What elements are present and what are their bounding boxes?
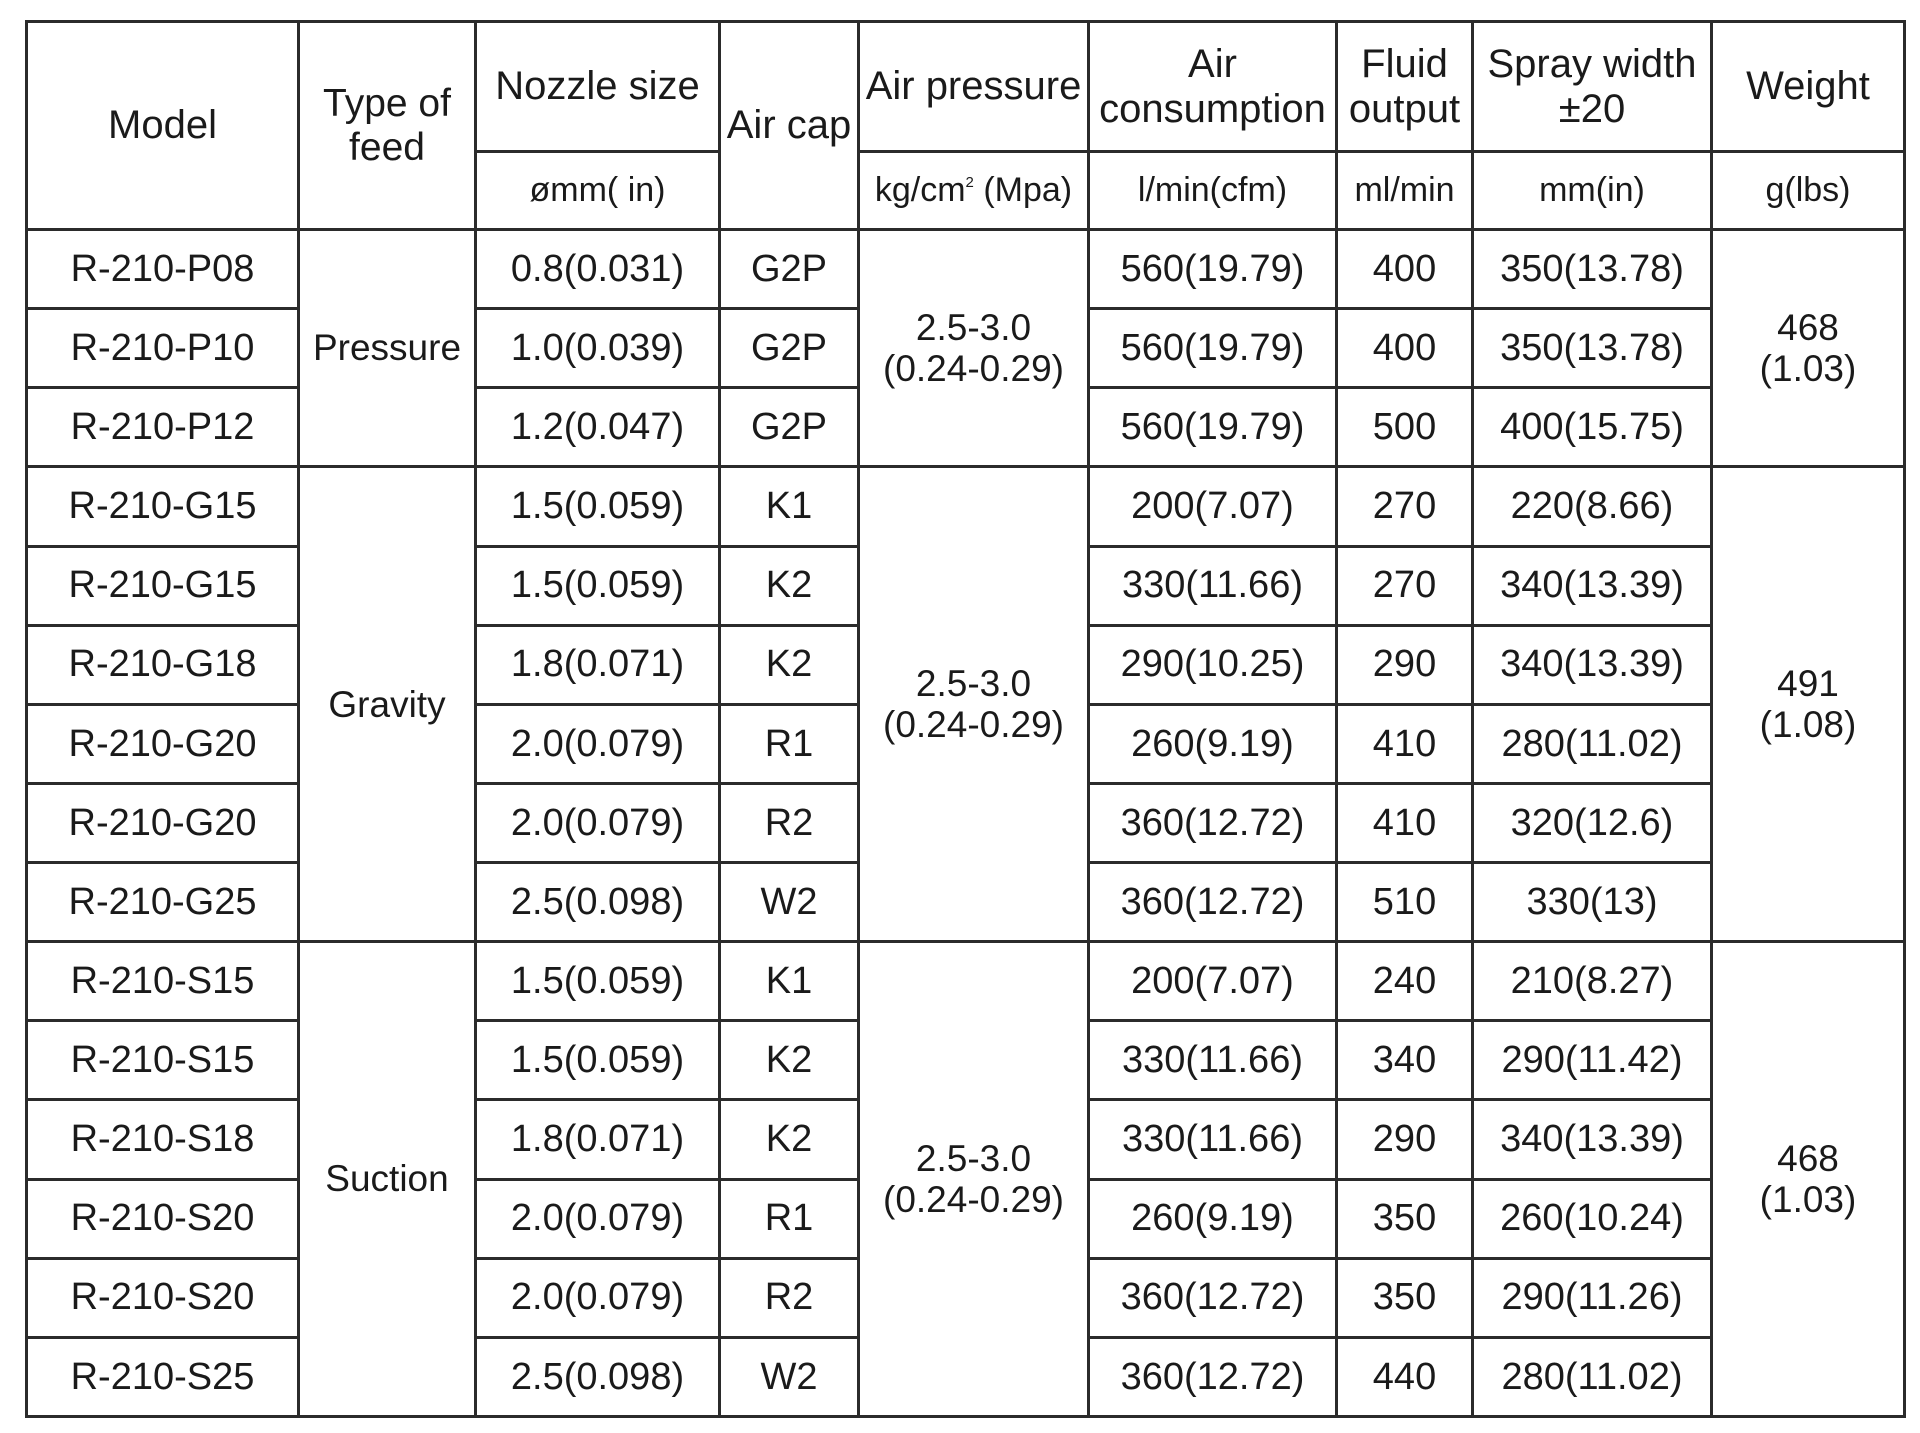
spray-width-cell: 290(11.26): [1473, 1258, 1712, 1337]
air-cap-cell: K2: [720, 546, 859, 625]
header-fluid-output: Fluid output: [1337, 22, 1473, 152]
model-cell: R-210-G18: [27, 625, 299, 704]
spray-width-cell: 210(8.27): [1473, 942, 1712, 1021]
feed-type-cell: Pressure: [299, 230, 476, 467]
table-row: [27, 942, 1905, 1021]
model-cell: R-210-S20: [27, 1179, 299, 1258]
air-pressure-cell: [859, 230, 1089, 467]
spray-width-cell: 280(11.02): [1473, 704, 1712, 783]
unit-spray-width: mm(in): [1473, 152, 1712, 230]
spray-width-cell: 290(11.42): [1473, 1021, 1712, 1100]
fluid-output-cell: 510: [1337, 863, 1473, 942]
air-cap-cell: K2: [720, 1021, 859, 1100]
air-consumption-cell: 360(12.72): [1089, 1258, 1337, 1337]
nozzle-size-cell: 1.5(0.059): [476, 942, 720, 1021]
air-cap-cell: K1: [720, 942, 859, 1021]
spray-width-cell: 340(13.39): [1473, 1100, 1712, 1179]
header-nozzle-size: Nozzle size: [476, 22, 720, 152]
fluid-output-cell: 270: [1337, 546, 1473, 625]
unit-nozzle-size: ømm( in): [476, 152, 720, 230]
model-cell: R-210-P08: [27, 230, 299, 309]
air-pressure-cell: [859, 467, 1089, 942]
spray-width-cell: 220(8.66): [1473, 467, 1712, 546]
model-cell: R-210-P10: [27, 309, 299, 388]
air-pressure-cell-line: 2.5-3.0: [915, 1137, 1032, 1179]
header-air-consumption: Air consumption: [1089, 22, 1337, 152]
air-cap-cell: G2P: [720, 230, 859, 309]
air-pressure-cell: [859, 942, 1089, 1417]
air-consumption-cell: 200(7.07): [1089, 942, 1337, 1021]
fluid-output-cell: 240: [1337, 942, 1473, 1021]
fluid-output-cell: 410: [1337, 783, 1473, 862]
air-pressure-cell-line: 2.5-3.0: [915, 306, 1032, 348]
air-consumption-cell: 260(9.19): [1089, 1179, 1337, 1258]
unit-air-pressure-suffix: (Mpa): [973, 171, 1073, 210]
fluid-output-cell: 500: [1337, 388, 1473, 467]
fluid-output-cell: 350: [1337, 1179, 1473, 1258]
spray-width-cell: 280(11.02): [1473, 1337, 1712, 1416]
model-cell: R-210-P12: [27, 388, 299, 467]
air-consumption-cell: 360(12.72): [1089, 783, 1337, 862]
air-cap-cell: K1: [720, 467, 859, 546]
spray-width-cell: 350(13.78): [1473, 230, 1712, 309]
table-header: [27, 22, 1905, 230]
fluid-output-cell: 400: [1337, 230, 1473, 309]
table-row: [27, 467, 1905, 546]
air-consumption-cell: 200(7.07): [1089, 467, 1337, 546]
air-cap-cell: K2: [720, 1100, 859, 1179]
header-air-cap: Air cap: [720, 22, 859, 230]
air-consumption-cell: 290(10.25): [1089, 625, 1337, 704]
fluid-output-cell: 350: [1337, 1258, 1473, 1337]
air-cap-cell: R1: [720, 1179, 859, 1258]
feed-type-cell: Gravity: [299, 467, 476, 942]
air-cap-cell: G2P: [720, 388, 859, 467]
model-cell: R-210-G20: [27, 704, 299, 783]
nozzle-size-cell: 1.0(0.039): [476, 309, 720, 388]
header-type-of-feed: Type of feed: [299, 22, 476, 230]
model-cell: R-210-G20: [27, 783, 299, 862]
air-consumption-cell: 330(11.66): [1089, 1100, 1337, 1179]
spray-width-cell: 340(13.39): [1473, 546, 1712, 625]
unit-air-consumption: l/min(cfm): [1089, 152, 1337, 230]
fluid-output-cell: 440: [1337, 1337, 1473, 1416]
air-consumption-cell: 360(12.72): [1089, 863, 1337, 942]
unit-fluid-output: ml/min: [1337, 152, 1473, 230]
air-pressure-cell-line: (0.24-0.29): [883, 348, 1064, 390]
feed-type-cell: Suction: [299, 942, 476, 1417]
model-cell: R-210-G15: [27, 546, 299, 625]
header-air-pressure: Air pressure: [859, 22, 1089, 152]
air-cap-cell: G2P: [720, 309, 859, 388]
spray-width-cell: 340(13.39): [1473, 625, 1712, 704]
nozzle-size-cell: 0.8(0.031): [476, 230, 720, 309]
model-cell: R-210-G25: [27, 863, 299, 942]
spray-width-cell: 350(13.78): [1473, 309, 1712, 388]
weight-cell-line: (1.08): [1759, 704, 1857, 746]
air-consumption-cell: 360(12.72): [1089, 1337, 1337, 1416]
unit-weight: g(lbs): [1712, 152, 1905, 230]
spray-width-cell: 320(12.6): [1473, 783, 1712, 862]
air-cap-cell: R2: [720, 783, 859, 862]
air-cap-cell: R1: [720, 704, 859, 783]
air-consumption-cell: 330(11.66): [1089, 1021, 1337, 1100]
unit-air-pressure-exponent: 2: [965, 174, 974, 192]
spray-width-cell: 260(10.24): [1473, 1179, 1712, 1258]
air-consumption-cell: 560(19.79): [1089, 230, 1337, 309]
nozzle-size-cell: 1.5(0.059): [476, 1021, 720, 1100]
air-pressure-cell-line: (0.24-0.29): [883, 704, 1064, 746]
weight-cell: [1712, 467, 1905, 942]
spray-width-cell: 400(15.75): [1473, 388, 1712, 467]
model-cell: R-210-S15: [27, 1021, 299, 1100]
header-spray-width: Spray width ±20: [1473, 22, 1712, 152]
weight-cell: [1712, 942, 1905, 1417]
model-cell: R-210-S18: [27, 1100, 299, 1179]
fluid-output-cell: 410: [1337, 704, 1473, 783]
table-body: [27, 230, 1905, 1417]
nozzle-size-cell: 1.2(0.047): [476, 388, 720, 467]
air-cap-cell: R2: [720, 1258, 859, 1337]
spray-width-cell: 330(13): [1473, 863, 1712, 942]
nozzle-size-cell: 2.0(0.079): [476, 783, 720, 862]
fluid-output-cell: 400: [1337, 309, 1473, 388]
air-consumption-cell: 330(11.66): [1089, 546, 1337, 625]
model-cell: R-210-S25: [27, 1337, 299, 1416]
weight-cell-line: 468: [1777, 306, 1839, 348]
fluid-output-cell: 290: [1337, 1100, 1473, 1179]
header-model: Model: [27, 22, 299, 230]
unit-air-pressure: [859, 152, 1089, 230]
nozzle-size-cell: 2.5(0.098): [476, 1337, 720, 1416]
nozzle-size-cell: 1.5(0.059): [476, 546, 720, 625]
fluid-output-cell: 290: [1337, 625, 1473, 704]
air-pressure-cell-line: (0.24-0.29): [883, 1179, 1064, 1221]
header-weight: Weight: [1712, 22, 1905, 152]
air-cap-cell: K2: [720, 625, 859, 704]
nozzle-size-cell: 2.0(0.079): [476, 704, 720, 783]
air-consumption-cell: 560(19.79): [1089, 388, 1337, 467]
fluid-output-cell: 340: [1337, 1021, 1473, 1100]
spec-table: [25, 20, 1906, 1418]
weight-cell-line: (1.03): [1759, 348, 1857, 390]
air-cap-cell: W2: [720, 863, 859, 942]
nozzle-size-cell: 2.0(0.079): [476, 1258, 720, 1337]
nozzle-size-cell: 1.5(0.059): [476, 467, 720, 546]
model-cell: R-210-S20: [27, 1258, 299, 1337]
nozzle-size-cell: 2.5(0.098): [476, 863, 720, 942]
nozzle-size-cell: 1.8(0.071): [476, 625, 720, 704]
model-cell: R-210-G15: [27, 467, 299, 546]
nozzle-size-cell: 2.0(0.079): [476, 1179, 720, 1258]
fluid-output-cell: 270: [1337, 467, 1473, 546]
air-consumption-cell: 260(9.19): [1089, 704, 1337, 783]
weight-cell-line: (1.03): [1759, 1179, 1857, 1221]
weight-cell-line: 468: [1777, 1137, 1839, 1179]
air-cap-cell: W2: [720, 1337, 859, 1416]
table-row: [27, 230, 1905, 309]
nozzle-size-cell: 1.8(0.071): [476, 1100, 720, 1179]
weight-cell: [1712, 230, 1905, 467]
air-pressure-cell-line: 2.5-3.0: [915, 662, 1032, 704]
unit-air-pressure-prefix: kg/cm: [874, 171, 966, 210]
model-cell: R-210-S15: [27, 942, 299, 1021]
weight-cell-line: 491: [1777, 662, 1839, 704]
air-consumption-cell: 560(19.79): [1089, 309, 1337, 388]
